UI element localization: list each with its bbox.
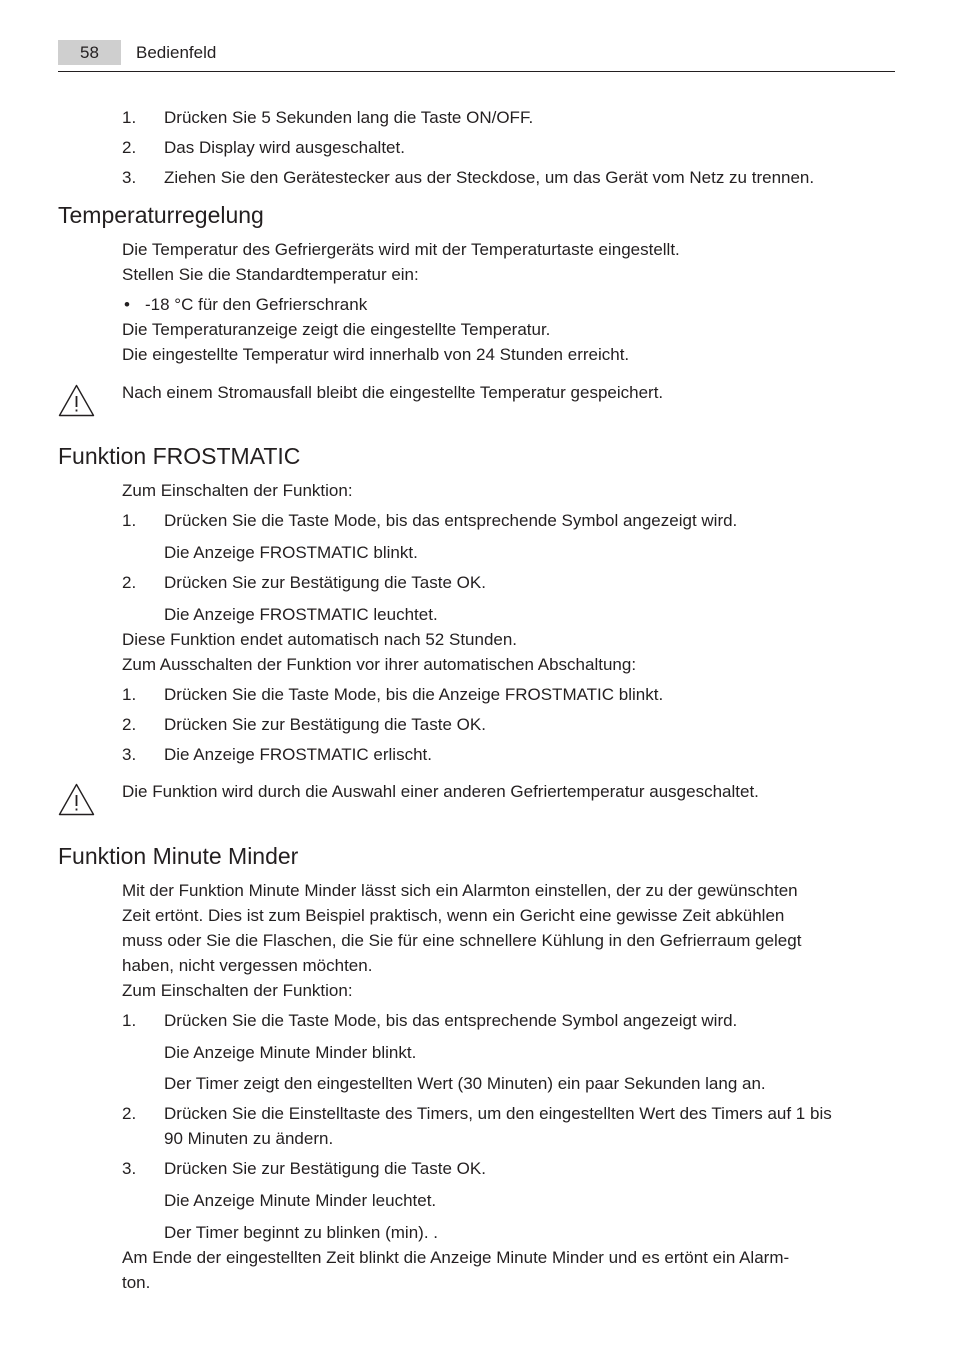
paragraph: Die Temperatur des Gefriergeräts wird mit der Temperaturtaste eingestellt. [122, 240, 680, 259]
step-result: Die Anzeige Minute Minder leuchtet. [164, 1191, 437, 1210]
paragraph-line: ton. [122, 1273, 151, 1292]
bullet-text: -18 °C für den Gefrierschrank [145, 295, 368, 314]
step-text: Drücken Sie zur Bestätigung die Taste OK. [164, 573, 486, 592]
step-result: Der Timer zeigt den eingestellten Wert (30 Minuten) ein paar Sekunden lang an. [164, 1074, 766, 1093]
step-text: 90 Minuten zu ändern. [164, 1129, 334, 1148]
page-header [58, 40, 895, 72]
step-text: Drücken Sie zur Bestätigung die Taste OK. [164, 1159, 486, 1178]
step-result: Der Timer beginnt zu blinken (min). . [164, 1223, 438, 1242]
step-number: 3. [122, 1159, 137, 1178]
heading-minute-minder: Funktion Minute Minder [58, 843, 299, 869]
step-result: Die Anzeige FROSTMATIC leuchtet. [164, 605, 438, 624]
step-number: 2. [122, 573, 137, 592]
step-text: Das Display wird ausgeschaltet. [164, 138, 405, 157]
paragraph: Stellen Sie die Standardtemperatur ein: [122, 265, 419, 284]
step-text: Drücken Sie die Taste Mode, bis das entsprechende Symbol angezeigt wird. [164, 1011, 738, 1030]
section-title: Bedienfeld [136, 43, 217, 62]
heading-frostmatic: Funktion FROSTMATIC [58, 443, 301, 469]
step-number: 3. [122, 745, 137, 764]
step-number: 2. [122, 138, 137, 157]
page-number: 58 [58, 40, 121, 65]
paragraph: Die Temperaturanzeige zeigt die eingestellte Temperatur. [122, 320, 551, 339]
paragraph: Zum Einschalten der Funktion: [122, 481, 353, 500]
paragraph: Zum Ausschalten der Funktion vor ihrer automatischen Abschaltung: [122, 655, 637, 674]
warning-text: Die Funktion wird durch die Auswahl einer anderen Gefriertemperatur ausgeschaltet. [122, 782, 759, 801]
step-number: 2. [122, 715, 137, 734]
step-result: Die Anzeige Minute Minder blinkt. [164, 1043, 417, 1062]
paragraph-line: Mit der Funktion Minute Minder lässt sich ein Alarmton einstellen, der zu der gewünschten [122, 881, 798, 900]
paragraph-line: Zeit ertönt. Dies ist zum Beispiel praktisch, wenn ein Gericht eine gewisse Zeit abkühlen [122, 906, 785, 925]
step-text: Drücken Sie die Einstelltaste des Timers, um den eingestellten Wert des Timers auf 1 bis [164, 1104, 832, 1123]
paragraph: Die eingestellte Temperatur wird innerhalb von 24 Stunden erreicht. [122, 345, 630, 364]
step-number: 1. [122, 1011, 137, 1030]
step-text: Drücken Sie zur Bestätigung die Taste OK. [164, 715, 486, 734]
paragraph-line: Am Ende der eingestellten Zeit blinkt die Anzeige Minute Minder und es ertönt ein Alarm- [122, 1248, 790, 1267]
paragraph: Diese Funktion endet automatisch nach 52 Stunden. [122, 630, 518, 649]
step-number: 2. [122, 1104, 137, 1123]
step-number: 1. [122, 685, 137, 704]
step-result: Die Anzeige FROSTMATIC blinkt. [164, 543, 418, 562]
step-text: Drücken Sie die Taste Mode, bis das entsprechende Symbol angezeigt wird. [164, 511, 738, 530]
step-number: 1. [122, 511, 137, 530]
paragraph-line: muss oder Sie die Flaschen, die Sie für eine schnellere Kühlung in den Gefrierraum gelegt [122, 931, 802, 950]
paragraph-line: haben, nicht vergessen möchten. [122, 956, 373, 975]
step-text: Die Anzeige FROSTMATIC erlischt. [164, 745, 432, 764]
step-text: Drücken Sie 5 Sekunden lang die Taste ON/OFF. [164, 108, 534, 127]
warning-icon [58, 783, 95, 816]
warning-icon [58, 384, 95, 417]
paragraph: Zum Einschalten der Funktion: [122, 981, 353, 1000]
step-text: Drücken Sie die Taste Mode, bis die Anzeige FROSTMATIC blinkt. [164, 685, 664, 704]
warning-text: Nach einem Stromausfall bleibt die eingestellte Temperatur gespeichert. [122, 383, 664, 402]
step-number: 3. [122, 168, 137, 187]
bullet-icon: • [124, 295, 130, 314]
step-number: 1. [122, 108, 137, 127]
heading-temperature: Temperaturregelung [58, 202, 264, 228]
step-text: Ziehen Sie den Gerätestecker aus der Steckdose, um das Gerät vom Netz zu trennen. [164, 168, 815, 187]
